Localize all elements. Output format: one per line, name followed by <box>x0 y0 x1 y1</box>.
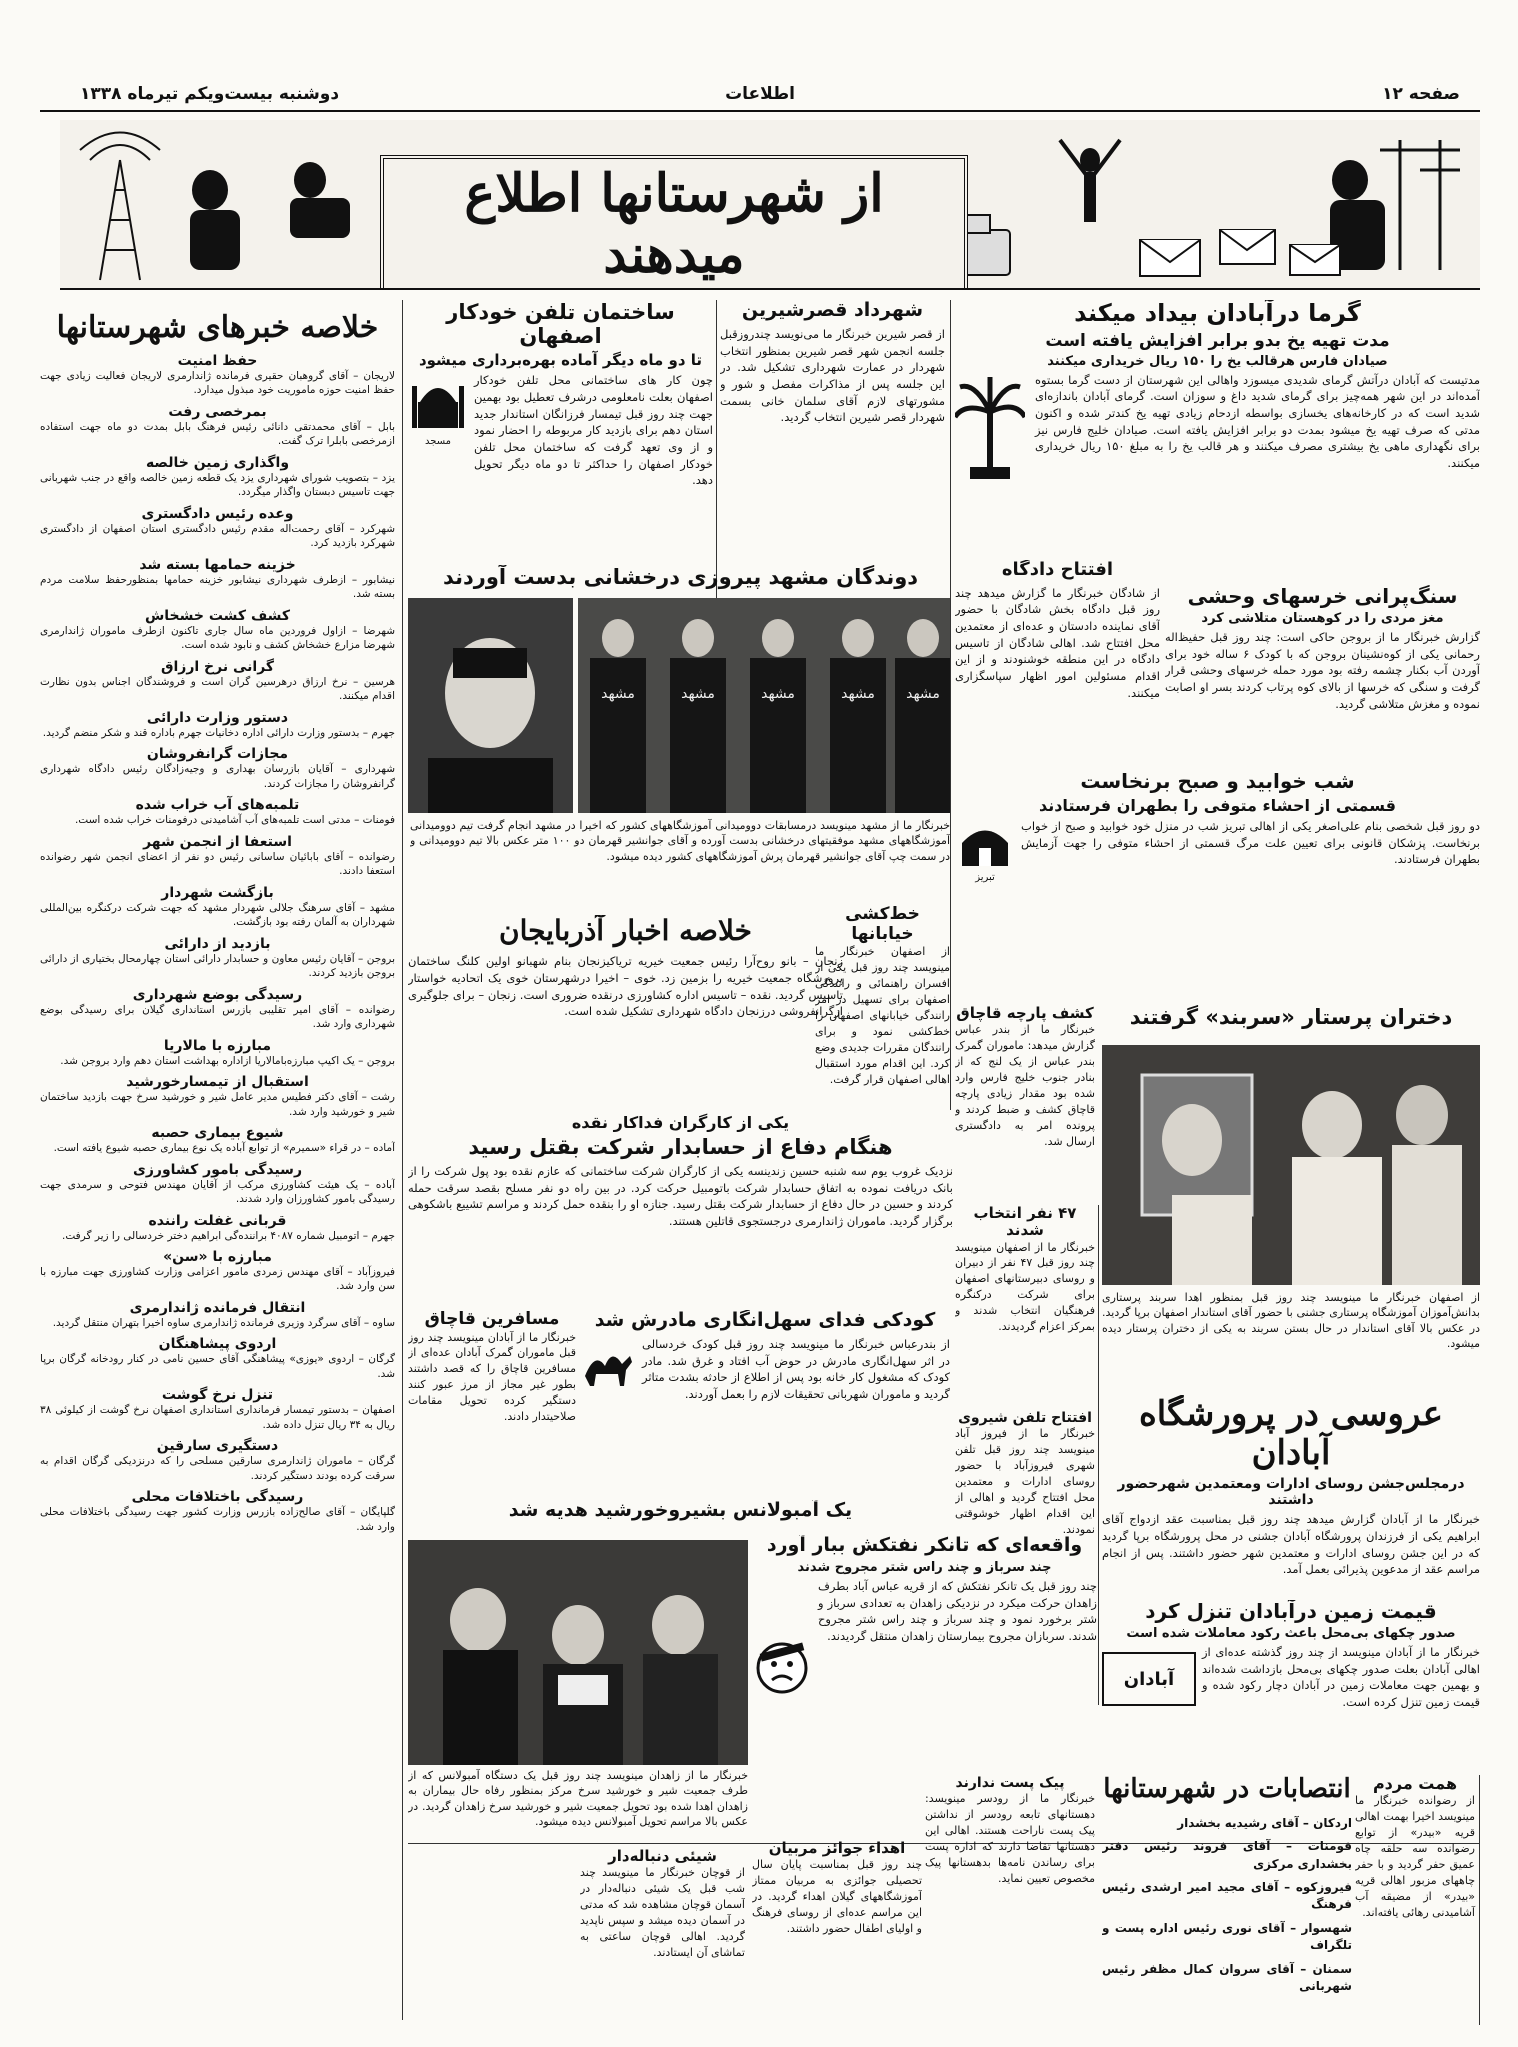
runner-jersey-text: مشهد <box>761 686 795 702</box>
rock-body: گزارش خبرنگار ما از بروجن حاکی است: چند روز قبل حفیظ‌اله رحمانی یکی از کوه‌نشینان بروجن که با کودک ۶ ساله خود برای آوردن آب بکنار چشمه رفته بود مورد حمله خرسهای وحشی قرار گرفت و سنگی که خرسها از بالای کوه پرتاب کردند بسر او اصابت نموده و مغزش متلاشی گردید. <box>1165 630 1480 711</box>
runner-head <box>682 619 714 657</box>
ambulance-photo <box>408 1540 748 1765</box>
elected-title: ۴۷ نفر انتخاب شدند <box>973 1205 1077 1240</box>
azerbaijan-title: خلاصه اخبار آذربایجان <box>499 915 752 947</box>
envelope-icons <box>1140 230 1340 276</box>
appointment-item: فیروزکوه – آقای مجید امیر ارشدی رئیس فرهنگ <box>1102 1880 1352 1912</box>
brief-heading: رسیدگی بامور کشاورزی <box>133 1161 302 1178</box>
shirin-title: شهرداد قصرشیرین <box>741 300 924 321</box>
article-mail <box>925 1775 1095 2025</box>
runner-head <box>907 619 939 657</box>
article-appointments <box>1102 1775 1352 2025</box>
brief-heading: مبارزه با «سن» <box>163 1248 272 1265</box>
article-isfahan-phone <box>408 300 713 560</box>
pirooz-title: افتتاح تلفن شیروی <box>958 1410 1092 1426</box>
brief-text: رشت – آقای دکتر فطیس مدیر عامل شیر و خورشید سرخ جهت بازدید ساختمان شیر و خورشید وارد شد. <box>40 1091 395 1118</box>
ambulance-illustration <box>408 1540 748 1765</box>
cashier-body: نزدیک غروب یوم سه شنبه حسین زندینسه یکی از کارگران شرکت ساختمانی که عازم نقده بود پول شرکت را از بانک دریافت نموده به اتفاق حسابدار شرکت باتومبیل حرکت کرد. در بین راه دو نفر مسلح بقصد سرقت حمله کردند و حسین در حال دفاع از حسابدار شرکت بقتل رسید. جنازه او را بنقده حمل کردند و مراسم تشییع باشکوهی برگزار گردید. ماموران ژاندارمری درجستجوی قاتلین هستند. <box>408 1164 953 1229</box>
runner-jersey-text: مشهد <box>601 686 635 702</box>
mashhad-caption: خبرنگار ما از مشهد مینویسد درمسابقات دوومیدانی آموزشگاههای کشور که اخیرا در مشهد انجام گرفت تیم دوومیدانی آموزشگاههای مشهد موفقیتهای درخشانی بدست آورده و آقای جوانشیر قهرمان دو ۱۰۰ متر عکس بالا تیم دوومیدانی و در سمت چپ آقای جوانشیر قهرمان پرش آموزشگاههای کشور دیده میشود. <box>410 819 950 863</box>
cashier-title: هنگام دفاع از حسابدار شرکت بقتل رسید <box>468 1135 893 1159</box>
brief-heading: خزینه حمامها بسته شد <box>139 556 296 573</box>
runner-jersey-text: مشهد <box>906 686 940 702</box>
brief-text: گرگان – اردوی «یوزی» پیشاهنگی آقای حسین نامی در کنار رودخانه گرگان برپا شد. <box>40 1353 395 1380</box>
brief-heading: گرانی نرخ ارزاق <box>160 658 275 675</box>
heat-subtitle: مدت تهیه یخ بدو برابر افزایش یافته است <box>1045 330 1390 351</box>
smuggle-title: کشف پارچه قاچاق <box>956 1005 1094 1022</box>
brief-text: شهرداری – آقایان بازرسان بهداری و وجیه‌زادگان رئیس دادگاه شهرداری گرانفروشان را مجازات کردند. <box>40 763 395 790</box>
pirooz-body: خبرنگار ما از فیروز آباد مینویسد چند روز قبل تلفن شهری فیروزآباد با حضور روسای ادارات و معتمدین محل افتتاح گردید و اهالی از این اقدام اظهار خوشوقتی نمودند. <box>955 1427 1095 1536</box>
brief-text: بروجن – آقایان رئیس معاون و حسابدار دارائی استان چهارمحال بختیاری از دارائی بروجن بازدید کردند. <box>40 952 395 980</box>
land-icon-box <box>1102 1652 1196 1706</box>
brief-text: جهرم – بدستور وزارت دارائی اداره دخانیات جهرم باداره قند و شکر منضم گردید. <box>42 726 395 739</box>
article-47 <box>955 1205 1095 1405</box>
isfahan-phone-subtitle: تا دو ماه دیگر آماده بهره‌برداری میشود <box>418 351 703 370</box>
tanker-subtitle: چند سرباز و چند راس شتر مجروح شدند <box>797 1559 1052 1575</box>
brief-heading: دستور وزارت دارائی <box>146 709 289 726</box>
tabriz-landmark-icon <box>957 818 1013 868</box>
appointment-item: فومنات – آقای فروند رئیس دفتر بخشداری مرکزی <box>1102 1839 1352 1871</box>
section-banner <box>60 120 1480 290</box>
article-heat <box>955 300 1480 560</box>
streets-body: از اصفهان خبرنگار ما مینویسد چند روز قبل یکی از افسران راهنمائی و رانندگی اصفهان برای تسهیل در امر رانندگی خیابانهای اصفهان را خط‌کشی نمود و برای رانندگان مقررات جدیدی وضع کرد. این اقدام مورد استقبال اهالی اصفهان قرار گرفت. <box>815 945 950 1086</box>
child-title: کودکی فدای سهل‌انگاری مادرش شد <box>594 1310 936 1331</box>
mashhad-title: دوندگان مشهد پیروزی درخشانی بدست آوردند <box>442 565 919 589</box>
runner-body <box>830 658 886 813</box>
runner-head <box>762 619 794 657</box>
runner-portrait-photo <box>408 598 573 813</box>
brief-text: فومنات – مدتی است تلمبه‌های آب آشامیدنی درفومنات خراب شده است. <box>74 814 395 827</box>
isfahan-phone-title: ساختمان تلفن خودکار اصفهان <box>446 300 675 349</box>
brief-text: آماده – در قراء «سمیرم» از توابع آباده یک نوع بیماری حصبه شیوع یافته است. <box>53 1142 395 1155</box>
people-title: همت مردم <box>1372 1775 1458 1793</box>
court-title: افتتاح دادگاه <box>1001 560 1114 580</box>
article-land <box>1102 1600 1480 1770</box>
mail-body: خبرنگار ما از رودسر مینویسد: دهستانهای تابعه رودسر از نداشتن پیک پست ناراحت هستند. اهالی این دهستانها تقاضا دارند که اداره پست برای رساندن نامه‌ها بدهستانها پیک مخصوص تعیین نماید. <box>925 1792 1095 1885</box>
court-body: از شادگان خبرنگار ما گزارش میدهد چند روز قبل دادگاه بخش شادگان با حضور آقای نماینده دادستان و عده‌ای از معتمدین محل افتتاح شد. اهالی شادگان از تاسیس دادگاه در این منطقه خوشنودند و از این اقدام مسئولین امور اظهار سپاسگزاری میکنند. <box>955 585 1160 700</box>
brief-heading: بمرخصی رفت <box>168 403 267 420</box>
brief-heading: استقبال از تیمسارخورشید <box>126 1074 309 1091</box>
land-body: خبرنگار ما از آبادان مینویسد از چند روز گذشته عده‌ای از اهالی آبادان بعلت صدور چکهای بی‌محل بازداشت شده‌اند و بهمین جهت معاملات زمین در آبادان دچار رکود شده و قیمت زمین تنزل کرده است. <box>1202 1645 1480 1710</box>
brief-text: رضوانده – آقای بابائیان ساسانی رئیس دو نفر از اعضای انجمن شهر رضوانده استعفا دادند. <box>40 850 395 878</box>
runner-body <box>895 658 950 813</box>
brief-heading: بازدید از دارائی <box>164 935 271 952</box>
nurses-caption: از اصفهان خبرنگار ما مینویسد چند روز قبل بمنظور اهدا سربند پرستاری بدانش‌آموزان آموزشگاه پرستاری جشنی با حضور آقای استاندار اصفهان برپا گردید. در عکس بالا آقای استاندار در حال بستن سربند به یکی از دختران پرستار دیده میشود. <box>1102 1291 1480 1351</box>
wedding-title: عروسی در پرورشگاه آبادان <box>1138 1395 1444 1474</box>
shirin-body: از قصر شیرین خبرنگار ما می‌نویسد چندروزقبل جلسه انجمن شهر قصر شیرین بمنظور انتخاب شهردار در عمارت شهرداری تشکیل شد. در این جلسه پس از مذاکرات مفصل و شور و مشورتهای لازم آقای سلمان خانی بسمت شهردار قصر شیرین انتخاب گردید. <box>720 326 945 425</box>
nurses-illustration <box>1102 1045 1480 1285</box>
article-nurses <box>1102 1005 1480 1045</box>
brief-heading: وعده رئیس دادگستری <box>141 505 294 522</box>
brief-text: لاریجان – آقای گروهبان حقیری فرمانده ژاندارمری لاریجان فعالیت زیادی جهت حفظ امنیت حوزه ماموریت خود مبذول میدارد. <box>40 370 395 397</box>
brief-heading: انتقال فرمانده ژاندارمری <box>129 1299 306 1316</box>
brief-text: یزد – بتصویب شورای شهرداری یزد یک قطعه زمین خالصه واقع در جنب شهربانی جهت تاسیس دبستان واگذار میگردد. <box>40 471 395 499</box>
runner-body <box>750 658 806 813</box>
smugglers-title: مسافرین قاچاق <box>424 1310 560 1329</box>
brief-text: مشهد – آقای سرهنگ جلالی شهردار مشهد که جهت شرکت درکنگره بین‌المللی شهرداران به آلمان رفته بود بازگشت. <box>40 901 395 929</box>
article-smugglers <box>408 1310 576 1495</box>
article-night <box>955 770 1480 1000</box>
brief-text: آباده – یک هیئت کشاورزی مرکب از آقایان مهندس فتوحی و سرمدی جهت رسیدگی بامور کشاورزان وارد شدند. <box>40 1178 395 1206</box>
heat-subtitle2: صیادان فارس هرقالب یخ را ۱۵۰ ریال خریداری میکنند <box>1047 353 1388 369</box>
comet-title: شیئی دنباله‌دار <box>608 1848 717 1865</box>
briefs-title: خلاصه خبرهای شهرستانها <box>56 310 379 345</box>
camel-icon <box>580 1336 636 1392</box>
brief-heading: دستگیری سارقین <box>156 1438 279 1455</box>
people-body: از رضوانده خبرنگار ما مینویسد اخیرا بهمت اهالی قریه «بیدر» از توابع رضوانده سه حلقه چاه عمیق حفر گردید و با حفر چاههای مزبور اهالی قریه «بیدر» از مضیقه آب آشامیدنی رهائی یافته‌اند. <box>1355 1794 1475 1919</box>
elected-body: خبرنگار ما از اصفهان مینویسد چند روز قبل ۴۷ نفر از دبیران و روسای دبیرستانهای اصفهان برای شرکت درکنگره فرهنگیان انتخاب شدند و بمرکز اعزام گردیدند. <box>955 1240 1095 1334</box>
cashier-kicker: یکی از کارگران فداکار نقده <box>571 1113 790 1132</box>
heat-title: گرما درآبادان بیداد میکند <box>1074 300 1361 327</box>
azerbaijan-body: زنجان – بانو روح‌آرا رئیس جمعیت خیریه تریاکیزنجان بنام شهبانو اولین کلنگ ساختمان پرورشگاه جمعیت خیریه را بزمین زد. خوی – اخیرا درشهرستان خوی یک اتحادیه خواستار تاسیس گردید. نقده – تاسیس اداره کشاورزی درنقده ضروری است. زنجان – برای جلوگیری ازگرانفروشی درزنجان دادگاه شهرداری تشکیل شده است. <box>408 954 843 1019</box>
ambulance-title: یک آمبولانس بشیروخورشید هدیه شد <box>508 1500 853 1521</box>
masthead <box>40 80 1480 112</box>
prizes-title: اهداء جوائز مربیان <box>768 1840 906 1857</box>
article-tanker <box>752 1535 1097 1795</box>
land-subtitle: صدور چکهای بی‌محل باعث رکود معاملات شده است <box>1126 1626 1456 1641</box>
child-body: از بندرعباس خبرنگار ما مینویسد چند روز قبل کودک خردسالی در اثر سهل‌انگاری مادرش در حوض آب افتاد و غرق شد. مادر کودک که مشغول کار خانه بود پس از اطلاع از حادثه بشدت متاثر گردید و ماموران شهربانی تحقیقات لازم را بعمل آوردند. <box>642 1336 950 1401</box>
rock-subtitle: مغز مردی را در کوهستان متلاشی کرد <box>1201 611 1444 626</box>
brief-heading: تنزل نرخ گوشت <box>161 1387 274 1404</box>
brief-heading: مجازات گرانفروشان <box>146 746 289 763</box>
land-icon-label: آبادان <box>1123 1668 1175 1690</box>
banner-title: از شهرستانها اطلاع میدهند <box>380 155 968 290</box>
brief-heading: اردوی پیشاهنگان <box>158 1336 277 1353</box>
injured-face-icon <box>752 1638 812 1698</box>
article-wedding <box>1102 1395 1480 1600</box>
appointment-item: سمنان – آقای سروان کمال مظفر رئیس شهربانی <box>1102 1961 1352 1994</box>
runners-team-photo <box>578 598 950 813</box>
briefs-column <box>40 300 395 2025</box>
mosque-icon <box>410 372 466 432</box>
brief-heading: کشف کشت خشخاش <box>144 607 291 624</box>
wedding-subtitle: درمجلس‌جشن روسای ادارات ومعتمدین شهرحضور داشتند <box>1117 1476 1465 1509</box>
article-comet <box>580 1848 745 2023</box>
runners-team-icon <box>578 598 950 813</box>
article-azerbaijan <box>408 915 843 1105</box>
heat-body: مدتیست که آبادان درآتش گرمای شدیدی میسوزد واهالی این شهرستان از دست گرما بستوه آمده‌اند در این شهر همه‌چیز برای گرمای شدید داغ و سوزان است. گرمای آبادان باندازه‌ای شدید است که در کارخانه‌های یخسازی بواسطه ازدحام زیادی تهیه یخ کندتر شده و اکنون مدتی که صرف تهیه یخ میشود بمدت دو برابر افزایش یافته است. صیادان خلیج فارس نیز برای نگهداری ماهی یخ بیشتری مصرف میکنند و هر قالب یخ را به مبلغ ۱۵۰ ریال خریداری میکنند. <box>1035 372 1480 470</box>
nurses-title: دختران پرستار «سربند» گرفتند <box>1129 1005 1453 1029</box>
brief-text: شهرکرد – آقای رحمت‌اله مقدم رئیس دادگستری استان اصفهان از دادگستری شهرکرد بازدید کرد. <box>40 522 395 550</box>
telegraph-pole-icon <box>1380 140 1460 270</box>
article-cashier <box>408 1110 953 1310</box>
runner-jersey-text: مشهد <box>681 686 715 702</box>
land-title: قیمت زمین درآبادان تنزل کرد <box>1145 1600 1437 1623</box>
smugglers-body: خبرنگار ما از آبادان مینویسد چند روز قبل ماموران گمرک آبادان عده‌ای از مسافرین قاچاق را که قصد داشتند بطور غیر مجاز از مرز عبور کنند دستگیر کرده تحویل مقامات صلاحیتدار دادند. <box>408 1330 576 1424</box>
isfahan-phone-body: چون کار های ساختمانی محل تلفن خودکار اصفهان بعلت نامعلومی درشرف تعطیل بود بهمین جهت چند روز قبل تیمسار فرزانگان استاندار جدید استان دهم برای بازدید کار مربوطه را احضار نمود و از وی تعهد گرفت که ساختمان محل تلفن خودکار اصفهان را حداکثر تا دو ماه دیگر تحویل دهد. <box>474 373 713 488</box>
smuggle-body: خبرنگار ما از بندر عباس گزارش میدهد: ماموران گمرک بندر عباس از یک لنج که از بنادر جنوب خلیج فارس وارد شده بود مقدار زیادی پارچه قاچاق کشف و ضبط کردند و پرونده امر به دادگستری ارسال شد. <box>955 1023 1095 1148</box>
article-people <box>1355 1775 1480 2025</box>
runner-body <box>670 658 726 813</box>
runner-body <box>590 658 646 813</box>
brief-text: گرگان – ماموران ژاندارمری سارقین مسلحی را که درنزدیکی گرگان اقدام به سرقت کرده بودند دستگیر کردند. <box>40 1455 395 1482</box>
brief-text: اصفهان – بدستور تیمسار فرمانداری استانداری اصفهان نرخ گوشت از کیلوئی ۳۸ ریال به ۳۴ ریال تنزل داده شد. <box>40 1404 395 1431</box>
brief-heading: رسیدگی بوضع شهرداری <box>132 986 303 1003</box>
palm-tree-icon <box>955 372 1025 482</box>
night-subtitle: قسمتی از احشاء متوفی را بطهران فرستادند <box>1038 796 1397 815</box>
night-title: شب خوابید و صبح برنخاست <box>1080 770 1355 793</box>
runner-head <box>842 619 874 657</box>
ambulance-caption: خبرنگار ما از زاهدان مینویسد چند روز قبل یک دستگاه آمبولانس که از طرف جمعیت شیر و خورشید سرخ مرکز بمنظور رفاه حال بیماران به زاهدان اهدا شده بود تحویل جمعیت شیر و خورشید سرخ زاهدان گردید. در عکس بالا مراسم تحویل آمبولانس دیده میشود. <box>408 1769 748 1829</box>
night-body: دو روز قبل شخصی بنام علی‌اصغر یکی از اهالی تبریز شب در منزل خود خوابید و صبح از خواب برنخاست. پزشکان قانونی برای تعیین علت مرگ قسمتی از احشاء متوفی را جهت آزمایش بطهران فرستادند. <box>1021 819 1480 867</box>
brief-text: جهرم – اتومبیل شماره ۴۰۸۷ براننده‌گی ابراهیم دختر خردسالی را زیر گرفت. <box>62 1229 395 1242</box>
runner-head <box>602 619 634 657</box>
brief-text: هرسین – نرخ ارزاق درهرسین گران است و فروشندگان اجناس بدون نظارت اقدام میکنند. <box>40 675 395 703</box>
article-court <box>955 560 1160 770</box>
brief-heading: تلمبه‌های آب خراب شده <box>135 797 300 814</box>
page-number: صفحه ۱۲ <box>1382 84 1460 104</box>
rock-title: سنگ‌پرانی خرسهای وحشی <box>1187 585 1458 608</box>
appointments-title: انتصابات در شهرستانها <box>1103 1775 1351 1804</box>
mosque-icon-label: مسجد <box>425 436 451 448</box>
night-icon-label: تبریز <box>975 872 995 883</box>
brief-text: گلپایگان – آقای صالح‌زاده بازرس وزارت کشور جهت رسیدگی باختلافات محلی وارد شد. <box>40 1506 395 1533</box>
paper-name: اطلاعات <box>725 84 795 104</box>
brief-heading: شیوع بیماری حصبه <box>151 1125 284 1142</box>
runner-jersey-text: مشهد <box>841 686 875 702</box>
briefs-list <box>40 353 395 1534</box>
brief-heading: قربانی غفلت راننده <box>148 1212 287 1229</box>
streets-title: خط‌کشی خیابانها <box>845 905 920 944</box>
appointment-item: شهسوار – آقای نوری رئیس اداره پست و تلگراف <box>1102 1920 1352 1953</box>
issue-date: دوشنبه بیست‌ویکم تیرماه ۱۳۳۸ <box>80 84 340 104</box>
article-prizes <box>752 1840 922 2020</box>
brief-heading: حفظ امنیت <box>177 353 258 369</box>
brief-text: شهرضا – ازاول فروردین ماه سال جاری تاکنون ازطرف ماموران ژاندارمری شهرضا مزارع خشخاش کشف و نابود شده است. <box>40 624 395 652</box>
radio-tower-icon <box>80 133 160 281</box>
tanker-body: چند روز قبل یک تانکر نفتکش که از قریه عباس آباد بطرف زاهدان حرکت میکرد در نزدیکی زاهدان به تعدادی سرباز و شتر برخورد نمود و چند سرباز و چند راس شتر مجروح شدند. سربازان مجروح بیمارستان زاهدان منتقل گردیدند. <box>818 1578 1097 1643</box>
runner-portrait-icon <box>408 598 573 813</box>
wedding-body: خبرنگار ما از آبادان گزارش میدهد چند روز قبل بمناسبت عقد ازدواج آقای ابراهیم یکی از فرزندان پرورشگاه آبادان جشنی در محل پرورشگاه برپا گردید که در این جشن روسای ادارات و معتمدین شهر حضور داشتند. پس از انجام مراسم عقد از مدعوین پذیرائی بعمل آمد. <box>1102 1512 1480 1577</box>
comet-body: از قوچان خبرنگار ما مینویسد چند شب قبل یک شیئی دنباله‌دار در آسمان قوچان مشاهده شد که مدتی در آسمان دیده میشد و سپس ناپدید گردید. اهالی قوچان ساعتی به تماشای آن ایستادند. <box>580 1866 745 1959</box>
article-rock <box>1165 585 1480 745</box>
brief-text: بابل – آقای محمدتقی دانائی رئیس فرهنگ بابل بمدت دو ماه جهت استفاده ازمرخصی بابلرا ترک گفت. <box>40 420 395 448</box>
brief-text: بروجن – یک اکیپ مبارزه‌بامالاریا ازاداره بهداشت استان دهم وارد بروجن شد. <box>60 1054 395 1067</box>
article-shirin <box>720 300 945 500</box>
brief-heading: مبارزه با مالاریا <box>163 1037 272 1054</box>
brief-text: نیشابور – ازطرف شهرداری نیشابور خزینه حمامها بمنظورحفظ سلامت مردم بسته شد. <box>40 573 395 601</box>
prizes-body: چند روز قبل بمناسبت پایان سال تحصیلی جوائزی به مربیان ممتاز آموزشگاههای گیلان اهداء گردید. در این مراسم عده‌ای از روسای فرهنگ و اولیای اطفال حضور داشتند. <box>752 1858 922 1935</box>
mail-title: پیک پست ندارند <box>955 1775 1065 1791</box>
brief-text: ساوه – آقای سرگرد وزیری فرمانده ژاندارمری ساوه اخیرا بتهران منتقل گردید. <box>52 1316 395 1329</box>
brief-heading: استعفا از انجمن شهر <box>143 833 292 850</box>
article-ambulance <box>408 1500 953 1536</box>
nurses-photo <box>1102 1045 1480 1285</box>
tanker-title: واقعه‌ای که تانکر نفتکش ببار آورد <box>766 1535 1083 1556</box>
brief-heading: رسیدگی باختلافات محلی <box>131 1489 304 1506</box>
brief-text: رضوانده – آقای امیر تقلیبی بازرس استانداری گیلان برای رسیدگی بوضع شهرداری وارد شد. <box>40 1003 395 1031</box>
article-child <box>580 1310 950 1510</box>
appointments-list <box>1102 1815 1352 1996</box>
brief-text: فیروزآباد – آقای مهندس زمردی مامور اعزامی وزارت کشاورزی جهت مبارزه با سن وارد شد. <box>40 1265 395 1293</box>
brief-heading: بازگشت شهردار <box>161 884 274 901</box>
appointment-item: اردکان – آقای رشیدیه بخشدار <box>1177 1815 1352 1830</box>
brief-heading: واگذاری زمین خالصه <box>145 454 290 471</box>
article-smuggle <box>955 1005 1095 1205</box>
article-streets <box>815 905 950 1135</box>
